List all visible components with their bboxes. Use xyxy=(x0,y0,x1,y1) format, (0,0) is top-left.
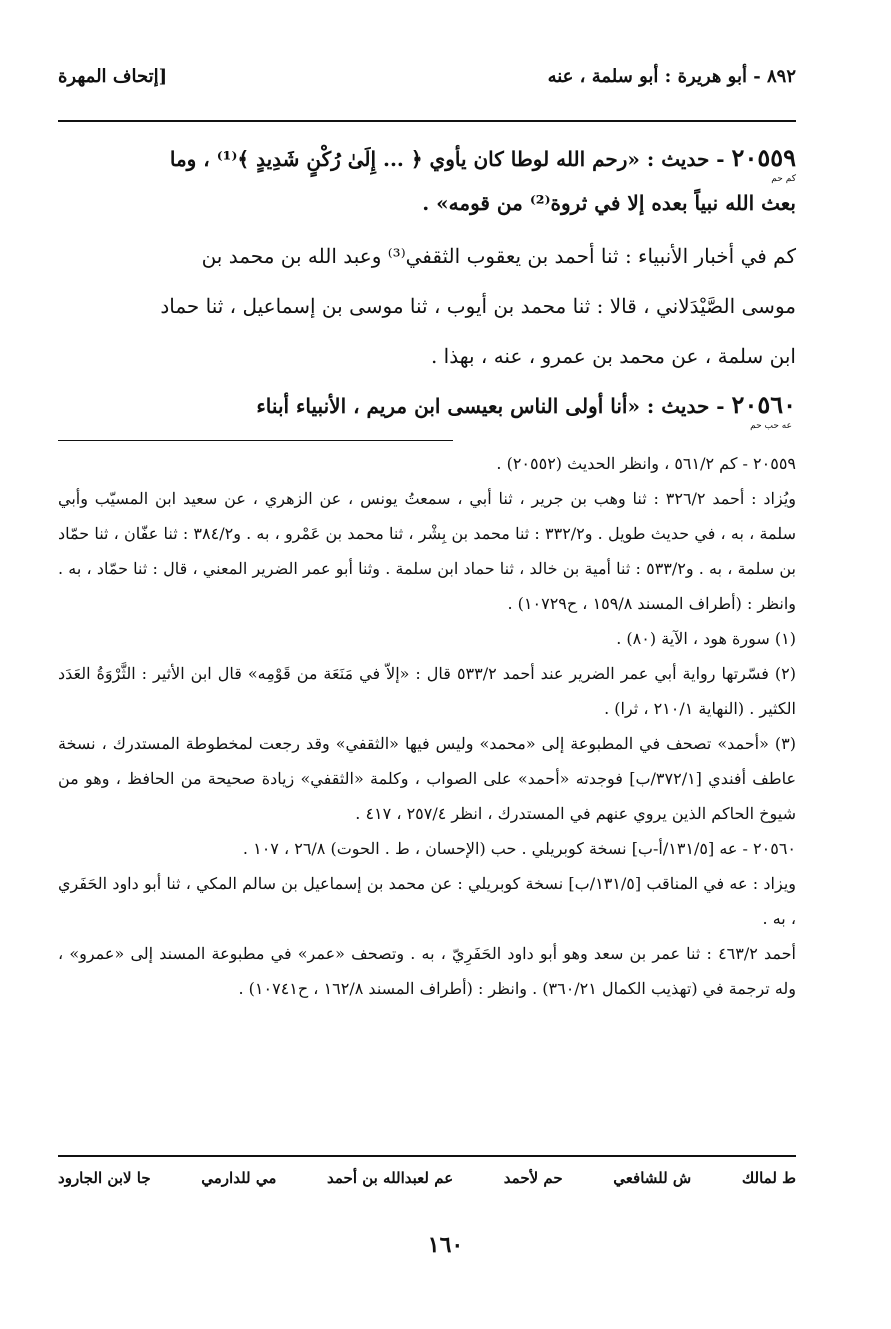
legend-item: حم لأحمد xyxy=(503,1169,563,1187)
running-header-book: [إتحاف المهرة xyxy=(58,66,168,87)
hadith-text-line1: - حديث : «رحم الله لوطا كان يأوي ﴿ ... إِلَىٰ رُكْنٍ شَدِيدٍ ﴾⁽¹⁾ ، وما xyxy=(169,147,732,171)
footnote: ٢٠٥٦٠ - عه [١٣١/٥/أ-ب] نسخة كوبريلي . حب (الإحسان ، ط . الحوت) ٢٦/٨ ، ١٠٧ . xyxy=(242,839,796,858)
legend-item: عم لعبدالله بن أحمد xyxy=(327,1169,454,1187)
header-divider xyxy=(58,120,796,122)
legend-item: جا لابن الجارود xyxy=(58,1169,151,1187)
legend-divider xyxy=(58,1155,796,1157)
footnote: (٣) «أحمد» تصحف في المطبوعة إلى «محمد» وليس فيها «الثقفي» وقد رجعت لمخطوطة المستدرك ، نسخة عاطف أفندي [٣٧٢/١/ب] فوجدته «أحمد» على الصواب ، وكلمة «الثقفي» زيادة صحيحة من الحافظ ، وهو من شيوخ الحاكم الذين يروي عنهم في المستدرك ، انظر ٢٥٧/٤ ، ٤١٧ . xyxy=(58,734,797,823)
hadith-number: ٢٠٥٥٩ xyxy=(731,143,796,172)
footnote: ويزاد : عه في المناقب [١٣١/٥/ب] نسخة كوبريلي : عن محمد بن إسماعيل بن سالم المكي ، ثنا أبو داود الحَفَري ، به . xyxy=(58,874,796,928)
legend-item: ط لمالك xyxy=(741,1169,796,1187)
footnote: ٢٠٥٥٩ - كم ٥٦١/٢ ، وانظر الحديث (٢٠٥٥٢) . xyxy=(496,454,796,473)
isnad-paragraph xyxy=(58,231,796,381)
legend-item: ش للشافعي xyxy=(613,1169,692,1187)
footnote: (١) سورة هود ، الآية (٨٠) . xyxy=(616,629,796,648)
isnad-line: كم في أخبار الأنبياء : ثنا أحمد بن يعقوب الثقفي⁽³⁾ وعبد الله بن محمد بن xyxy=(201,244,796,268)
isnad-line: موسى الصَّيْدَلاني ، قالا : ثنا محمد بن أيوب ، ثنا موسى بن إسماعيل ، ثنا حماد xyxy=(160,294,796,318)
hadith-number: ٢٠٥٦٠ xyxy=(731,390,796,419)
hadith-sources: كم حم xyxy=(771,174,796,184)
running-header-title: ٨٩٢ - أبو هريرة : أبو سلمة ، عنه xyxy=(547,66,796,87)
main-text xyxy=(58,138,796,430)
abbreviation-legend xyxy=(58,1169,796,1187)
isnad-line: ابن سلمة ، عن محمد بن عمرو ، عنه ، بهذا . xyxy=(430,344,796,368)
hadith-20560 xyxy=(58,385,796,432)
footnote: أحمد ٤٦٣/٢ : ثنا عمر بن سعد وهو أبو داود الحَفَرِيّ ، به . وتصحف «عمر» في مطبوعة المسند إلى «عمرو» ، وله ترجمة في (تهذيب الكمال ٣٦٠/٢١) . وانظر : (أطراف المسند ١٦٢/٨ ، ح١٠٧٤١) . xyxy=(58,944,796,998)
hadith-sources: عه حب حم xyxy=(750,421,792,431)
footnote-divider xyxy=(58,440,453,441)
footnotes xyxy=(58,446,796,1006)
hadith-20559 xyxy=(58,138,796,223)
hadith-text: - حديث : «أنا أولى الناس بعيسى ابن مريم ، الأنبياء أبناء xyxy=(256,394,732,418)
footnote: (٢) فسّرتها رواية أبي عمر الضرير عند أحمد ٥٣٣/٢ قال : «إلاّ في مَنَعَة من قَوْمِه» قال ابن الأثير : الثَّرْوَةُ العَدَد الكثير . (النهاية ٢١٠/١ ، ثرا) . xyxy=(58,664,796,718)
hadith-text-line2: بعث الله نبياً بعده إلا في ثروة⁽²⁾ من قومه» . xyxy=(422,191,796,215)
page-number: ١٦٠ xyxy=(427,1232,464,1258)
legend-item: مي للدارمي xyxy=(201,1169,277,1187)
footnote: ويُزاد : أحمد ٣٢٦/٢ : ثنا وهب بن جرير ، ثنا أبي ، سمعتُ يونس ، عن الزهري ، عن سعيد ابن المسيّب وأبي سلمة ، به ، في حديث طويل . و٣٣٢/٢ : ثنا محمد بن بِشْر ، ثنا محمد بن عَمْرو ، به . و٣٨٤/٢ : ثنا عفّان ، ثنا حمّاد بن سلمة ، به . و٥٣٣/٢ : ثنا أمية بن خالد ، ثنا حماد ابن سلمة . وثنا أبو عمر الضرير المعني ، قال : ثنا حمّاد ، به . وانظر : (أطراف المسند ١٥٩/٨ ، ح١٠٧٢٩) . xyxy=(58,489,796,613)
